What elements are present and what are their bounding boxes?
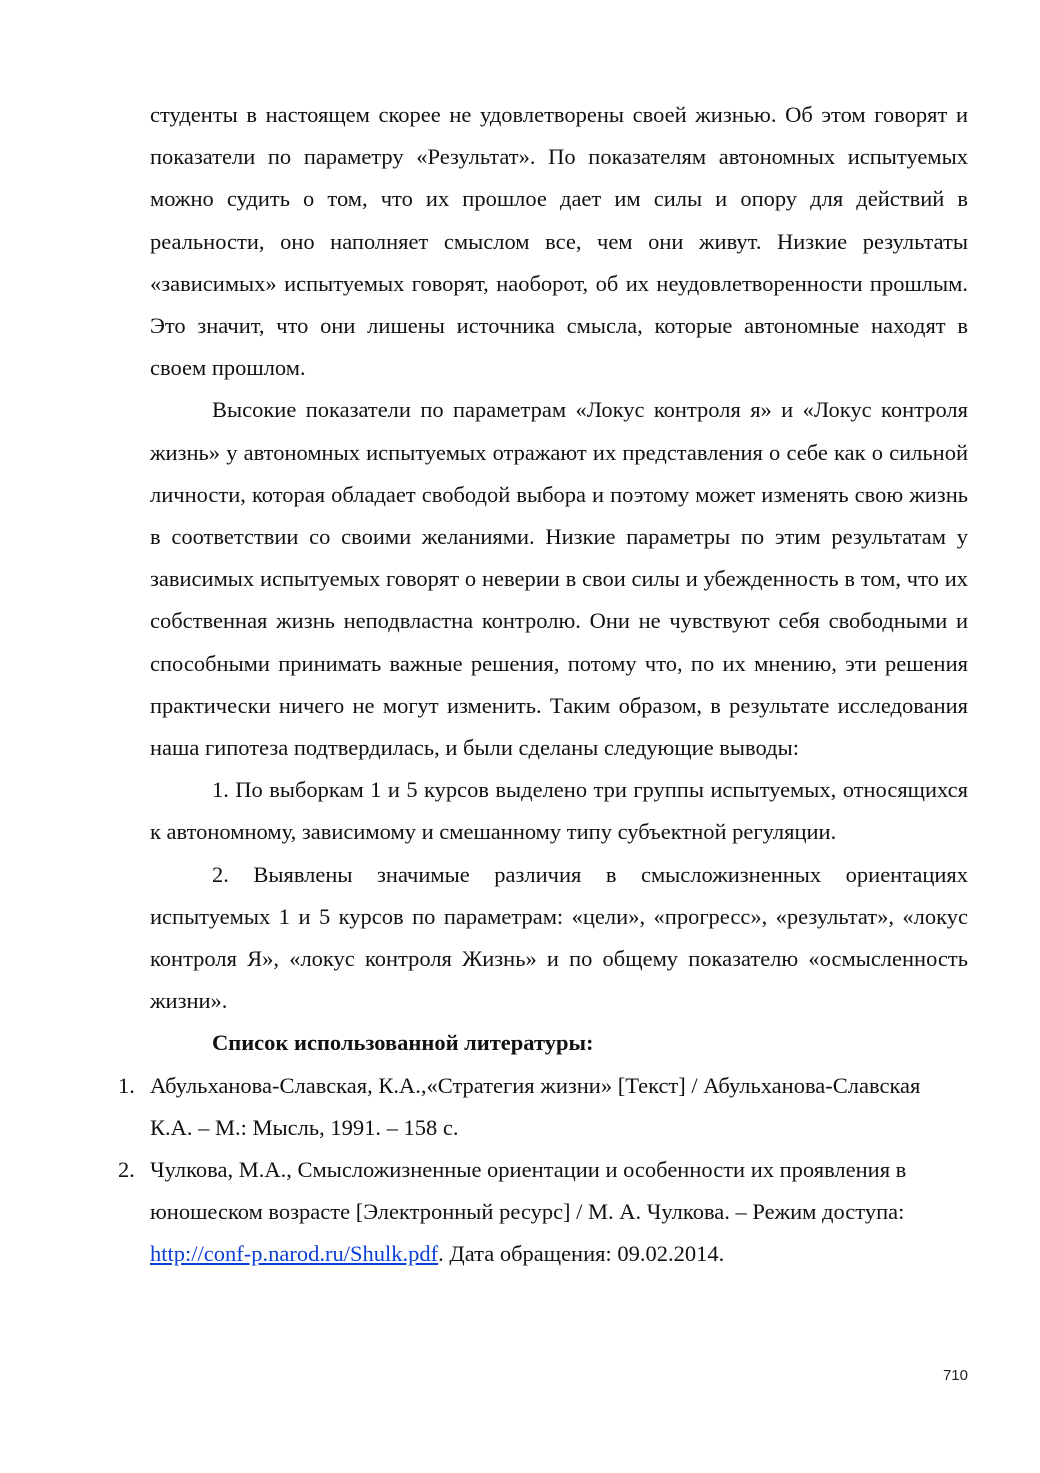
conclusion-item-2: 2. Выявлены значимые различия в смысложизненных ориентациях испытуемых 1 и 5 курсов по параметрам: «цели», «прогресс», «результат», «локус контроля Я», «локус контроля Жизнь» и по общему показателю «осмысленность жизни». xyxy=(150,861,968,1014)
page-number: 710 xyxy=(942,1367,968,1384)
conclusion-item-1: 1. По выборкам 1 и 5 курсов выделено три группы испытуемых, относящихся к автономному, зависимому и смешанному типу субъектной регуляции. xyxy=(150,777,968,845)
paragraph-locus-of-control: Высокие показатели по параметрам «Локус контроля я» и «Локус контроля жизнь» у автономных испытуемых отражают их представления о себе как о сильной личности, которая обладает свободой выбора и поэтому может изменять свою жизнь в соответствии со своими желаниями. Низкие параметры по этим результатам у зависимых испытуемых говорят о неверии в свои силы и убежденность в том, что их собственная жизнь неподвластна контролю. Они не чувствуют себя свободными и способными принимать важные решения, потому что, по их мнению, эти решения практически ничего не могут изменить. Таким образом, в результате исследования наша гипотеза подтвердилась, и были сделаны следующие выводы: xyxy=(150,397,968,761)
reference-link[interactable]: http://conf-p.narod.ru/Shulk.pdf xyxy=(150,1241,439,1267)
reference-number: 2. xyxy=(118,1157,135,1183)
references-list xyxy=(118,1065,968,1276)
reference-text: Чулкова, М.А., Смысложизненные ориентации и особенности их проявления в юношеском возрасте [Электронный ресурс] / М. А. Чулкова. – Режим доступа: xyxy=(150,1157,907,1225)
reference-number: 1. xyxy=(118,1072,135,1098)
reference-item xyxy=(118,1065,968,1149)
reference-item xyxy=(118,1149,968,1276)
paragraph-results-summary: студенты в настоящем скорее не удовлетворены своей жизнью. Об этом говорят и показатели по параметру «Результат». По показателям автономных испытуемых можно судить о том, что их прошлое дает им силы и опору для действий в реальности, оно наполняет смыслом все, чем они живут. Низкие результаты «зависимых» испытуемых говорят, наоборот, об их неудовлетворенности прошлым. Это значит, что они лишены источника смысла, которые автономные находят в своем прошлом. xyxy=(150,102,968,381)
reference-text-tail: . Дата обращения: 09.02.2014. xyxy=(438,1241,725,1267)
reference-text: Абульханова-Славская, К.А.,«Стратегия жизни» [Текст] / Абульханова-Славская К.А. – М.: Мысль, 1991. – 158 с. xyxy=(150,1072,921,1140)
document-page xyxy=(118,94,968,1276)
references-heading: Список использованной литературы: xyxy=(212,1030,594,1056)
